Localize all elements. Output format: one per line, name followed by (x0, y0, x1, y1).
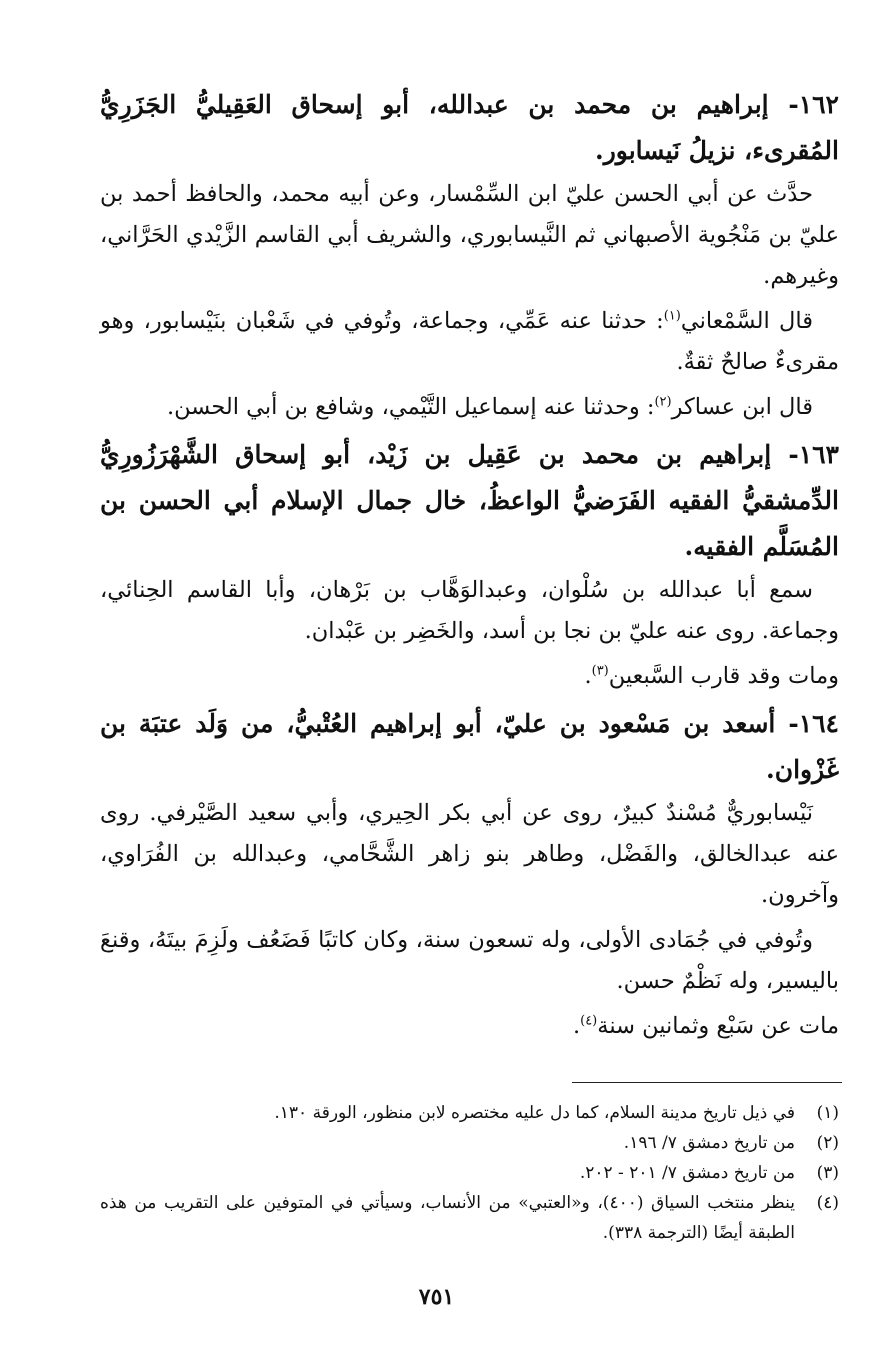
entry-164-paragraph-1: نَيْسابوريٌّ مُسْندٌ كبيرٌ، روى عن أبي بكر الحِيري، وأبي سعيد الصَّيْرفي. روى عنه عبدالخالق، والفَضْل، وطاهر بنو زاهر الشَّحَّامي، وعبدالله بن الفُرَاوي، وآخرون. (100, 800, 839, 908)
footnote-3 (100, 1158, 839, 1188)
footnote-1 (100, 1098, 839, 1128)
footnote-ref-3: (٣) (591, 663, 609, 679)
entry-164-paragraph-3: مات عن سَبْع وثمانين سنة$^{(٤)}$. (572, 1013, 839, 1039)
page-number: ٧٥١ (418, 1284, 455, 1310)
entry-163-paragraph-2: ومات وقد قارب السَّبعين$^{(٣)}$. (584, 663, 839, 689)
entry-title-164: ١٦٤- أسعد بن مَسْعود بن عليّ، أبو إبراهيم العُتْبيُّ، من وَلَد عتبَة بن غَزْوان. (100, 709, 839, 784)
entry-title-163: ١٦٣- إبراهيم بن محمد بن عَقِيل بن زَيْد، أبو إسحاق الشَّهْرَزُورِيُّ الدِّمشقيُّ الفقيه الفَرَضيُّ الواعظُ، خال جمال الإسلام أبي الحسن بن المُسَلَّم الفقيه. (100, 440, 839, 561)
footnote-ref-4: (٤) (580, 1013, 598, 1029)
entry-162-paragraph-1: حدَّث عن أبي الحسن عليّ ابن السِّمْسار، وعن أبيه محمد، والحافظ أحمد بن عليّ بن مَنْجُوية الأصبهاني ثم النَّيسابوري، والشريف أبي القاسم الزَّيْدي الحَرَّاني، وغيرهم. (100, 181, 839, 289)
footnote-4 (100, 1188, 839, 1248)
footnote-text: في ذيل تاريخ مدينة السلام، كما دل عليه مختصره لابن منظور، الورقة ١٣٠. (274, 1103, 795, 1123)
footnote-text: من تاريخ دمشق ٧/ ٢٠١ - ٢٠٢. (579, 1163, 795, 1183)
footnote-number: (٢) (816, 1133, 839, 1153)
footnote-number: (٣) (816, 1163, 839, 1183)
entry-162-paragraph-3: قال ابن عساكر$^{(٢)}$: وحدثنا عنه إسماعيل التَّيْمي، وشافع بن أبي الحسن. (167, 394, 813, 420)
footnote-2 (100, 1128, 839, 1158)
footnote-ref-1: (١) (663, 308, 681, 324)
entry-163-paragraph-1: سمع أبا عبدالله بن سُلْوان، وعبدالوَهَّاب بن بَرْهان، وأبا القاسم الحِنائي، وجماعة. روى عنه عليّ بن نجا بن أسد، والخَضِر بن عَبْدان. (100, 577, 839, 644)
footnotes (100, 1098, 839, 1248)
footnote-ref-2: (٢) (654, 394, 672, 410)
footnote-text: ينظر منتخب السياق (٤٠٠)، و«العتبي» من الأنساب، وسيأتي في المتوفين على التقريب من هذه الطبقة أيضًا (الترجمة ٣٣٨). (100, 1193, 795, 1243)
footnote-number: (٤) (816, 1193, 839, 1213)
footnote-text: من تاريخ دمشق ٧/ ١٩٦. (623, 1133, 795, 1153)
entry-162-paragraph-2: قال السَّمْعاني$^{(١)}$: حدثنا عنه عَمِّي، وجماعة، وتُوفي في شَعْبان بنَيْسابور، وهو مقرىءٌ صالحٌ ثقةٌ. (100, 308, 839, 375)
footnote-divider (572, 1082, 842, 1083)
entry-164-paragraph-2: وتُوفي في جُمَادى الأولى، وله تسعون سنة، وكان كاتبًا فَضَعُف ولَزِمَ بيتَهُ، وقنعَ باليسير، وله نَظْمٌ حسن. (100, 927, 839, 994)
footnote-number: (١) (816, 1103, 839, 1123)
entry-title-162: ١٦٢- إبراهيم بن محمد بن عبدالله، أبو إسحاق العَقِيليُّ الجَزَرِيُّ المُقرىء، نزيلُ نَيسابور. (100, 90, 839, 165)
main-text (100, 82, 839, 1051)
